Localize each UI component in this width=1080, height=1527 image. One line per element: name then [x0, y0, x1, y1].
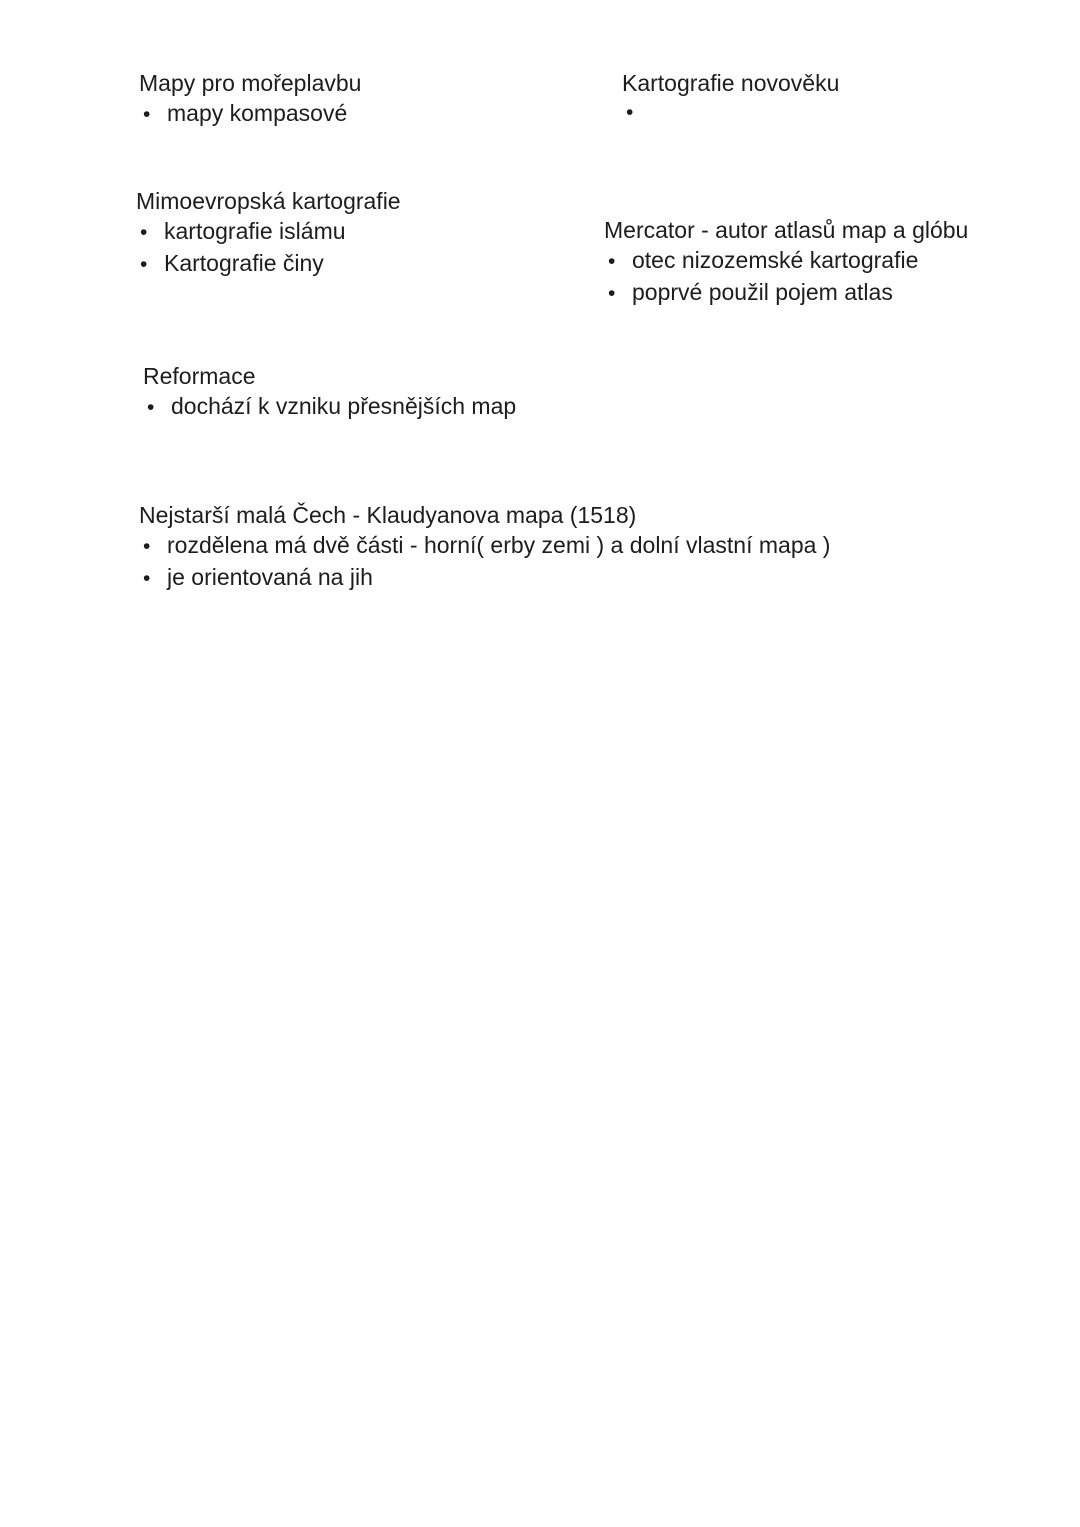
section-title: Reformace [143, 363, 256, 389]
bullet-text: otec nizozemské kartografie [632, 247, 919, 273]
section-mercator [604, 215, 968, 309]
bullet-list [136, 216, 401, 280]
bullet-text: dochází k vzniku přesnějších map [171, 393, 517, 419]
section-title: Mercator - autor atlasů map a glóbu [604, 217, 969, 243]
section-title: Mapy pro mořeplavbu [139, 70, 362, 96]
bullet-item [143, 98, 361, 130]
bullet-list [604, 245, 968, 309]
bullet-text: kartografie islámu [164, 218, 346, 244]
bullet-item [140, 216, 401, 248]
bullet-dot-icon: • [140, 221, 148, 244]
bullet-item [143, 530, 830, 562]
bullet-dot-icon: • [626, 101, 634, 124]
bullet-list [622, 98, 839, 128]
bullet-dot-icon: • [143, 535, 151, 558]
section-reformace [143, 361, 516, 423]
section-mapy-pro-moreplavbu [139, 68, 361, 130]
section-klaudyanova-mapa [139, 500, 830, 594]
section-title: Kartografie novověku [622, 70, 840, 96]
section-title: Nejstarší malá Čech - Klaudyanova mapa (1518) [139, 502, 637, 528]
bullet-list [139, 530, 830, 594]
bullet-text: poprvé použil pojem atlas [632, 279, 893, 305]
bullet-list [139, 98, 361, 130]
bullet-list [143, 391, 516, 423]
bullet-item [147, 391, 516, 423]
bullet-text: je orientovaná na jih [167, 564, 373, 590]
bullet-dot-icon: • [140, 253, 148, 276]
bullet-dot-icon: • [608, 282, 616, 305]
bullet-item [608, 245, 968, 277]
bullet-text: rozdělena má dvě části - horní( erby zemi ) a dolní vlastní mapa ) [167, 532, 831, 558]
bullet-text: mapy kompasové [167, 100, 348, 126]
section-title: Mimoevropská kartografie [136, 188, 401, 214]
bullet-dot-icon: • [147, 396, 155, 419]
bullet-text: Kartografie činy [164, 250, 324, 276]
section-mimoevropska-kartografie [136, 186, 401, 280]
bullet-item [143, 562, 830, 594]
section-kartografie-novoveku [622, 68, 839, 128]
bullet-item [608, 277, 968, 309]
bullet-item [140, 248, 401, 280]
bullet-item [626, 98, 839, 128]
bullet-dot-icon: • [143, 567, 151, 590]
bullet-dot-icon: • [608, 250, 616, 273]
bullet-dot-icon: • [143, 103, 151, 126]
